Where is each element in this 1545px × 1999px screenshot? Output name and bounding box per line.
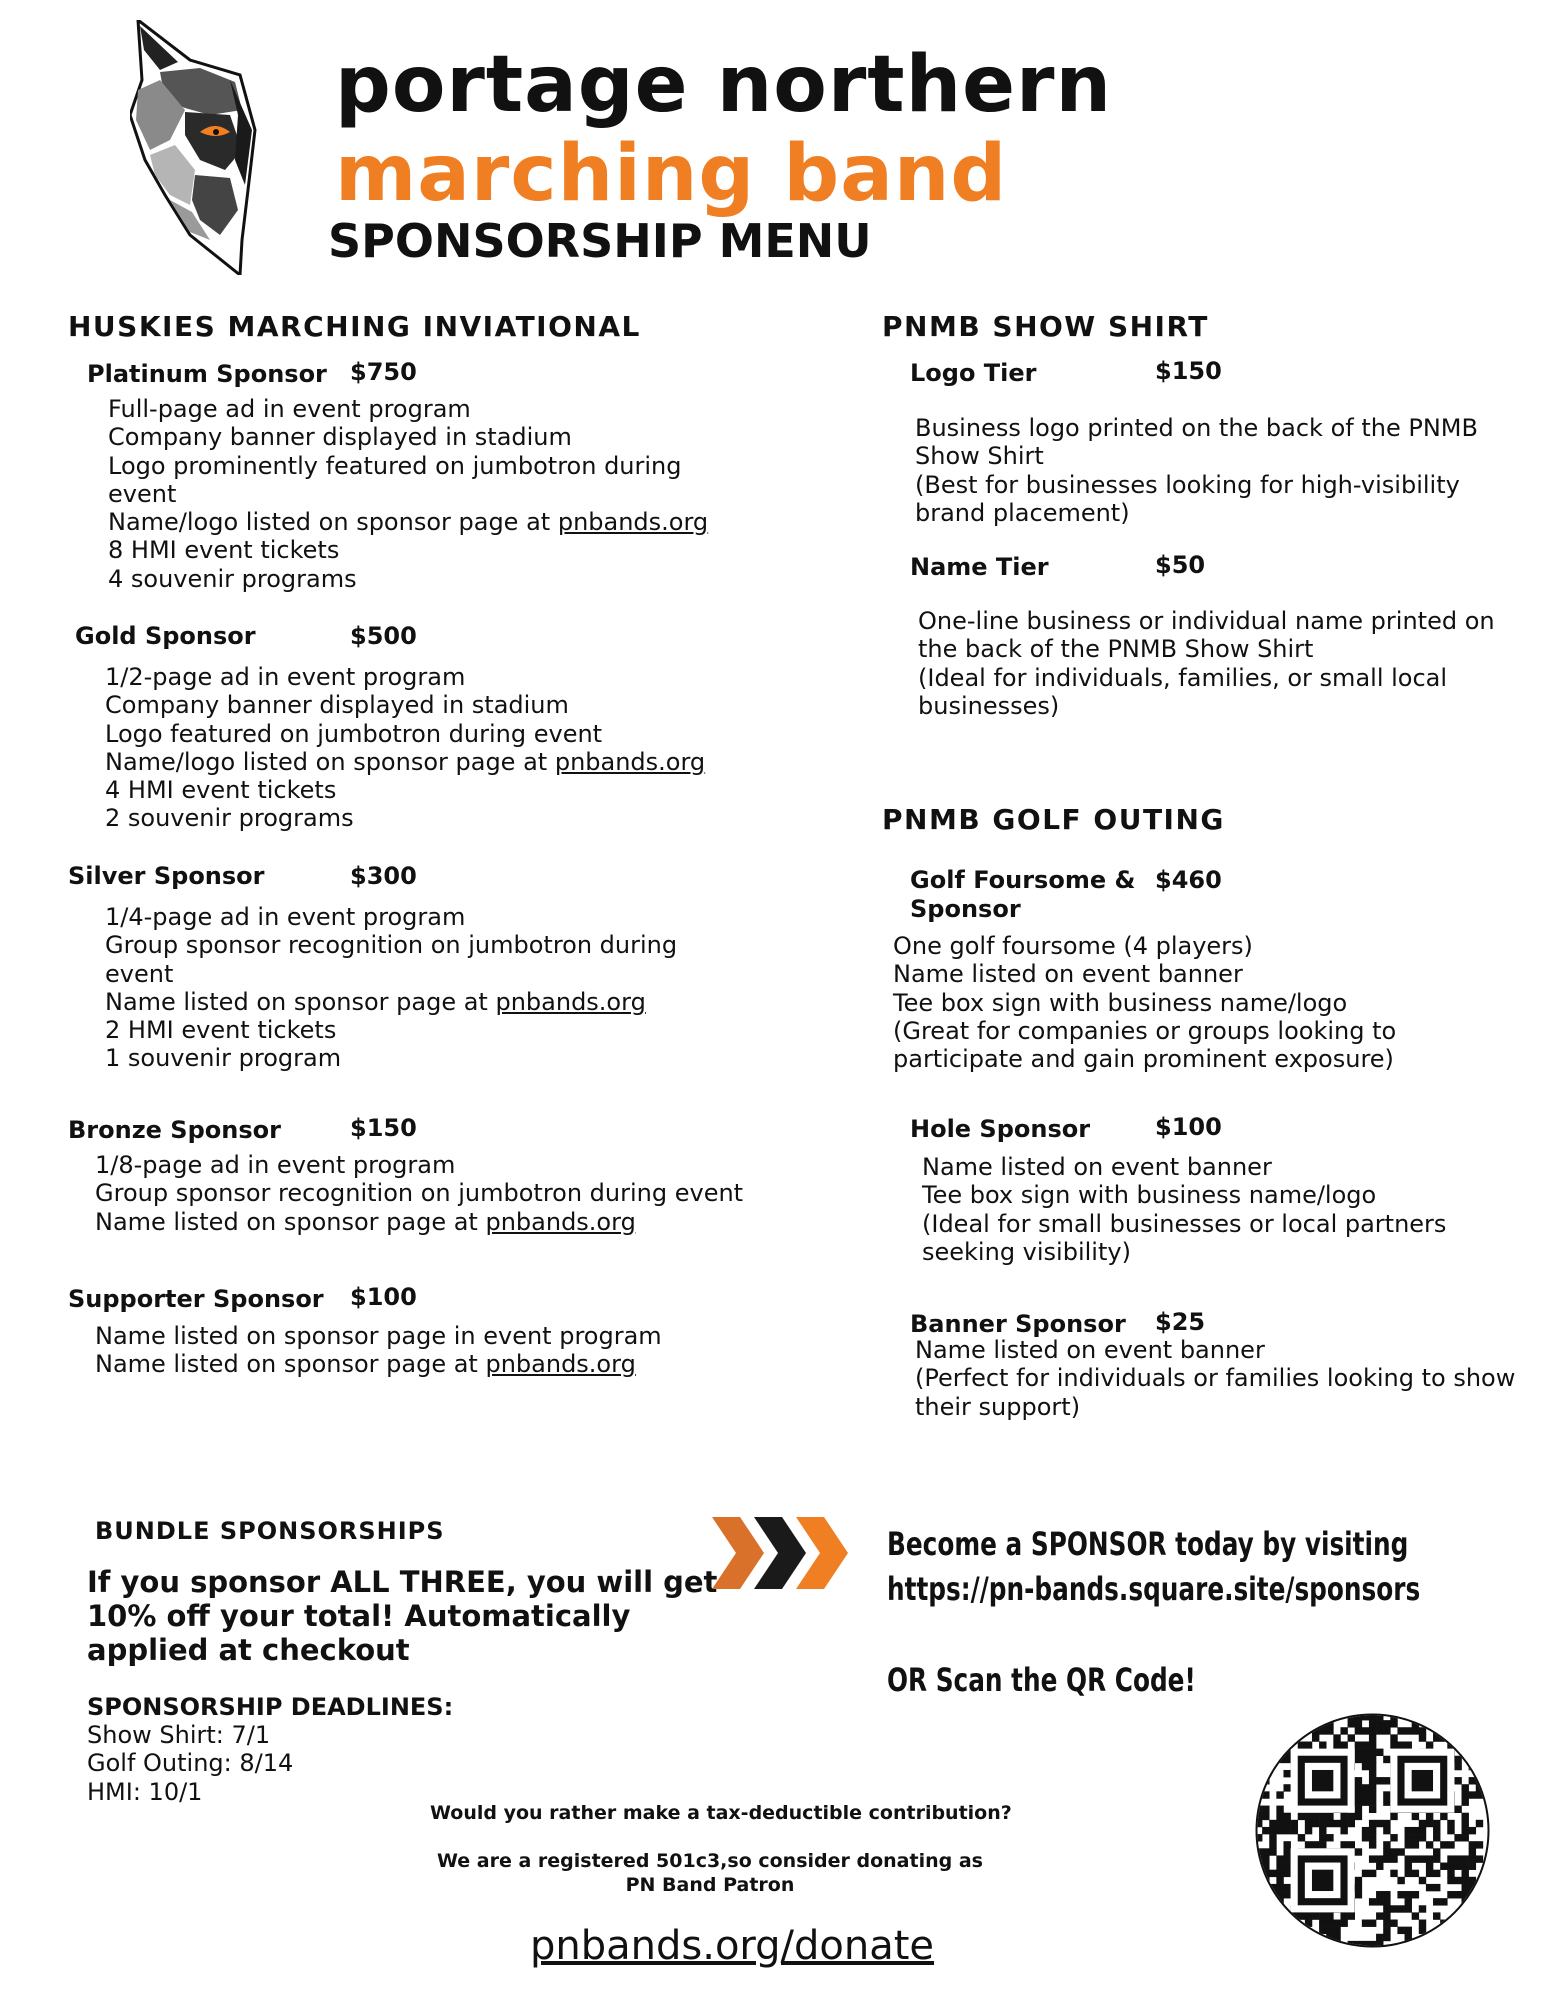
donation-question: Would you rather make a tax-deductible contribution? xyxy=(430,1802,1012,1824)
foursome-name xyxy=(910,866,1135,924)
benefit-text: Name listed on sponsor page at xyxy=(95,1350,486,1379)
silver-price: $300 xyxy=(350,862,417,890)
deadline-item: Golf Outing: 8/14 xyxy=(87,1749,294,1778)
pnbands-link[interactable]: pnbands.org xyxy=(485,1350,636,1379)
description-line: the back of the PNMB Show Shirt xyxy=(918,635,1314,664)
shirt-heading: PNMB SHOW SHIRT xyxy=(882,310,1209,343)
hole-sponsor-name: Hole Sponsor xyxy=(910,1115,1091,1143)
hmi-heading: HUSKIES MARCHING INVIATIONAL xyxy=(68,310,641,343)
benefit xyxy=(105,988,677,1016)
bundle-line: If you sponsor ALL THREE, you will get xyxy=(87,1565,718,1599)
description-line: their support) xyxy=(915,1392,1081,1421)
description-line: One golf foursome (4 players) xyxy=(893,932,1253,960)
scan-qr-text: OR Scan the QR Code! xyxy=(887,1661,1196,1699)
silver-benefits xyxy=(105,903,677,1073)
bundle-line: applied at checkout xyxy=(87,1633,410,1667)
tier-name-line: Sponsor xyxy=(910,895,1021,923)
description-line: Name listed on event banner xyxy=(893,960,1243,989)
tier-name-line: Golf Foursome & xyxy=(910,866,1136,894)
bronze-price: $150 xyxy=(350,1114,417,1142)
bundle-heading: BUNDLE SPONSORSHIPS xyxy=(95,1517,445,1545)
qr-code[interactable] xyxy=(1255,1713,1490,1948)
benefit: 1/2-page ad in event program xyxy=(105,663,466,691)
silver-name: Silver Sponsor xyxy=(68,862,265,890)
description-line: Tee box sign with business name/logo xyxy=(922,1181,1377,1210)
logo-tier-name: Logo Tier xyxy=(910,359,1037,387)
benefit xyxy=(95,1208,743,1236)
donation-line-3: PN Band Patron xyxy=(625,1874,795,1896)
benefit: Name listed on sponsor page in event program xyxy=(95,1322,662,1350)
platinum-name: Platinum Sponsor xyxy=(87,360,327,388)
benefit-text: Name listed on sponsor page at xyxy=(105,987,496,1016)
cta-line: Become a SPONSOR today by visiting xyxy=(887,1525,1409,1563)
husky-logo xyxy=(130,20,285,275)
benefit: 1/4-page ad in event program xyxy=(105,903,466,931)
benefit: 1/8-page ad in event program xyxy=(95,1151,456,1179)
title-line-2: marching band xyxy=(335,129,1008,219)
benefit: 8 HMI event tickets xyxy=(108,536,340,565)
golf-heading: PNMB GOLF OUTING xyxy=(882,803,1225,836)
gold-benefits xyxy=(105,663,705,833)
benefit-text: Name listed on sponsor page at xyxy=(95,1207,486,1236)
benefit: 4 souvenir programs xyxy=(108,564,357,593)
description-line: Name listed on event banner xyxy=(915,1336,1265,1364)
description-line: Business logo printed on the back of the PNMB xyxy=(915,414,1478,442)
name-tier-name: Name Tier xyxy=(910,553,1049,581)
supporter-name: Supporter Sponsor xyxy=(68,1285,324,1313)
name-tier-price: $50 xyxy=(1155,551,1206,579)
benefit: 4 HMI event tickets xyxy=(105,776,337,805)
description-line: seeking visibility) xyxy=(922,1237,1131,1266)
benefit: Group sponsor recognition on jumbotron during xyxy=(105,931,678,960)
benefit: event xyxy=(105,959,174,988)
benefit-text: Name/logo listed on sponsor page at xyxy=(108,508,558,537)
deadline-item: HMI: 10/1 xyxy=(87,1777,203,1806)
benefit: 2 souvenir programs xyxy=(105,804,354,833)
cta-text xyxy=(887,1522,1420,1612)
benefit xyxy=(105,748,705,776)
deadline-item: Show Shirt: 7/1 xyxy=(87,1721,271,1749)
chevron-arrows-icon xyxy=(712,1517,852,1589)
pnbands-link[interactable]: pnbands.org xyxy=(495,987,646,1016)
description-line: (Ideal for small businesses or local partners xyxy=(922,1209,1447,1238)
pnbands-link[interactable]: pnbands.org xyxy=(485,1207,636,1236)
supporter-price: $100 xyxy=(350,1283,417,1311)
deadlines-list xyxy=(87,1721,293,1806)
banner-sponsor-price: $25 xyxy=(1155,1308,1206,1336)
description-line: (Perfect for individuals or families looking to show xyxy=(915,1364,1516,1393)
benefit: Full-page ad in event program xyxy=(108,395,471,423)
description-line: (Ideal for individuals, families, or small local xyxy=(918,663,1448,692)
sponsorship-menu-title: SPONSORSHIP MENU xyxy=(328,214,872,268)
benefit: event xyxy=(108,479,177,508)
benefit: Group sponsor recognition on jumbotron during event xyxy=(95,1179,744,1208)
hole-sponsor-description xyxy=(922,1153,1446,1266)
logo-tier-description xyxy=(915,414,1478,527)
description-line: brand placement) xyxy=(915,498,1130,527)
bronze-name: Bronze Sponsor xyxy=(68,1116,281,1144)
supporter-benefits xyxy=(95,1322,662,1379)
deadlines-heading: SPONSORSHIP DEADLINES: xyxy=(87,1693,454,1721)
benefit: Logo prominently featured on jumbotron during xyxy=(108,451,682,480)
logo-tier-price: $150 xyxy=(1155,357,1222,385)
sponsor-url-link[interactable]: https://pn-bands.square.site/sponsors xyxy=(887,1570,1421,1608)
bronze-benefits xyxy=(95,1151,743,1236)
description-line: Show Shirt xyxy=(915,442,1044,471)
benefit: Company banner displayed in stadium xyxy=(108,423,572,452)
description-line: (Best for businesses looking for high-visibility xyxy=(915,470,1460,499)
platinum-price: $750 xyxy=(350,358,417,386)
description-line: (Great for companies or groups looking to xyxy=(893,1016,1397,1045)
benefit: Logo featured on jumbotron during event xyxy=(105,719,603,748)
description-line: businesses) xyxy=(918,691,1060,720)
benefit: Company banner displayed in stadium xyxy=(105,691,569,720)
gold-name: Gold Sponsor xyxy=(75,622,256,650)
gold-price: $500 xyxy=(350,622,417,650)
benefit: 1 souvenir program xyxy=(105,1044,342,1073)
title-line-1: portage northern xyxy=(335,40,1112,130)
banner-sponsor-name: Banner Sponsor xyxy=(910,1310,1126,1338)
foursome-price: $460 xyxy=(1155,866,1222,894)
description-line: Name listed on event banner xyxy=(922,1153,1272,1181)
benefit: 2 HMI event tickets xyxy=(105,1016,337,1045)
benefit xyxy=(108,508,708,536)
pnbands-link[interactable]: pnbands.org xyxy=(554,747,706,776)
pnbands-link[interactable]: pnbands.org xyxy=(557,508,709,537)
banner-sponsor-description xyxy=(915,1336,1515,1421)
hole-sponsor-price: $100 xyxy=(1155,1113,1222,1141)
bundle-line: 10% off your total! Automatically xyxy=(87,1599,631,1633)
description-line: Tee box sign with business name/logo xyxy=(893,988,1348,1017)
donate-link[interactable]: pnbands.org/donate xyxy=(530,1923,935,1969)
bundle-text xyxy=(87,1565,717,1667)
foursome-description xyxy=(893,932,1396,1073)
description-line: One-line business or individual name printed on xyxy=(918,607,1495,635)
name-tier-description xyxy=(918,607,1495,720)
donation-line-2: We are a registered 501c3,so consider donating as xyxy=(437,1850,983,1872)
benefit-text: Name/logo listed on sponsor page at xyxy=(105,747,555,776)
description-line: participate and gain prominent exposure) xyxy=(893,1045,1394,1074)
platinum-benefits xyxy=(108,395,708,593)
benefit xyxy=(95,1350,662,1378)
